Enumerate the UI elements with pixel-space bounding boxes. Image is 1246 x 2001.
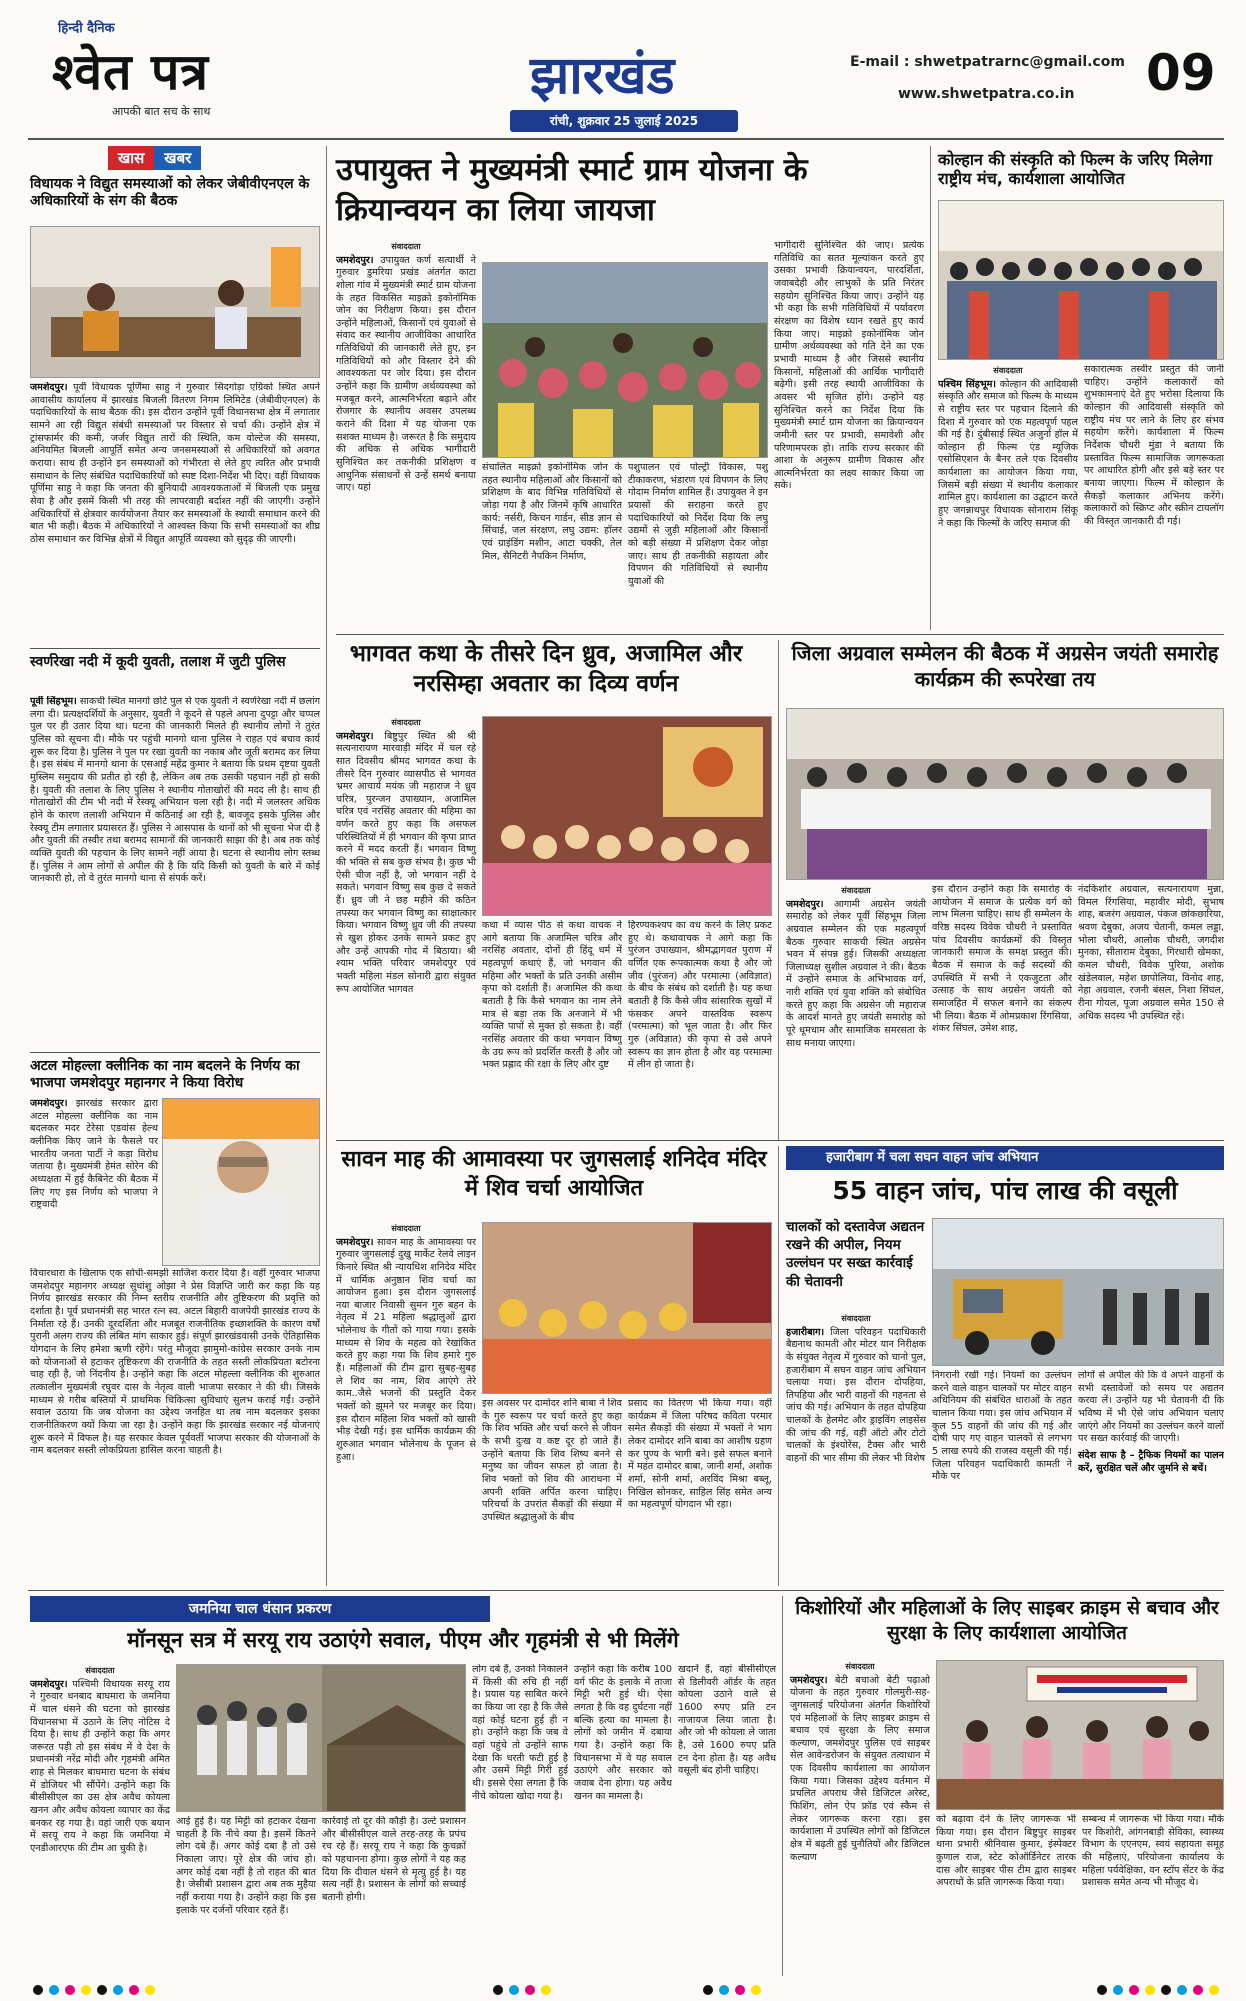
swarnrekha-lead: पूर्वी सिंहभूम। (30, 696, 77, 707)
divider (336, 1140, 1224, 1141)
gram-photo-image (483, 263, 768, 458)
agrawal-byline: संवाददाता (841, 886, 871, 895)
divider (782, 1596, 783, 1976)
bijli-text: पूर्वी विधायक पूर्णिमा साहु ने गुरुवार सिदगोड़ा एग्रिको स्थित अपने आवासीय कार्यालय में झारखंड बिजली वितरण निगम लिमिटेड (जेबीवीएनएल) के पदाधिकारियों के साथ बैठक की। इस दौरान उन्होंने पूर्वी विधानसभा क्षेत्र में लगातार सामने आ रही विद्युत संबंधी समस्याओं पर विस्तार से चर्चा की। उन्होंने क्षेत्र में ट्रांसफार्मर की कमी, जर्जर विद्युत तारों की स्थिति, कम वोल्टेज की समस्या, अनियमित बिजली आपूर्ति समेत अन्य जनसमस्याओं से अधिकारियों को अवगत कराया। साथ ही उन्होंने इन समस्याओं को गंभीरता से लेते हुए त्वरित और प्रभावी समाधान के लिए संबंधित पदाधिकारियों को स्पष्ट दिशा-निर्देश भी दिए। वहीं विधायक पूर्णिमा साहु ने कहा कि जनता की बुनियादी आवश्यकताओं में बिजली एक प्रमुख सेवा है और इसमें किसी भी तरह की लापरवाही बर्दाश्त नहीं की जाएगी। उन्होंने अधिकारियों से क्षेत्रवार कार्ययोजना तैयार कर समस्याओं के स्थायी समाधान करने की बात भी कही। बैठक में अधिकारियों ने आश्वस्त किया कि सभी समस्याओं का शीघ्र ठोस समाधान कर विभिन्न क्षेत्रों में विद्युत आपूर्ति व्यवस्था को सुदृढ़ की जाएगी। (30, 382, 320, 545)
kolhan-col2: सकारात्मक तस्वीर प्रस्तुत की जानी चाहिए। उन्होंने कलाकारों को शुभकामनाएं देते हुए भरोसा दिलाया कि कोल्हान की आदिवासी संस्कृति को राष्ट्रीय मंच पर लाने के लिए हर संभव सहयोग करेंगे। कार्यशाला में फिल्म निर्देशक चौधरी मुंडा ने बताया कि प्रस्तावित फिल्म सामाजिक जागरूकता पर आधारित होगी और इसे बड़े स्तर पर बनाया जाएगा। फिल्म में कोल्हान के सैकड़ों कलाकार अभिनय करेंगे। कलाकारों को स्क्रिप्ट और स्क्रीन टायलॉग की विस्तृत जानकारी दी गई। (1084, 364, 1224, 527)
atal-photo (162, 1098, 320, 1266)
cyber-headline: किशोरियों और महिलाओं के लिए साइबर क्राइम से बचाव और सुरक्षा के लिए कार्यशाला आयोजित (795, 1597, 1219, 1644)
jamnia-byline: संवाददाता (85, 1666, 115, 1675)
paper-name: श्वेत पत्र (52, 42, 209, 101)
bhagwat-text-1: बिष्टुपुर स्थित श्री श्री सत्यनारायण मारवाड़ी मंदिर में चल रहे सात दिवसीय श्रीमद भागवत कथा के तीसरे दिन गुरुवार व्यासपीठ से भागवत भ्रमर आचार्य मयंक जी महाराज ने ध्रुव चरित्र, पुरन्जन उपाख्यान, अजामिल चरित्र एवं नरसिंह अवतार की महिमा का वर्णन करते हुए कहा कि असफल परिस्थितियों में ही भगवान की कृपा प्राप्त करने में मदद करती हैं। भगवान विष्णु की भक्ति से सब कुछ संभव है। कुछ भी ऐसी चीज नहीं है, जो भगवान नहीं दे सकते। भगवान विष्णु सब कुछ दे सकते हैं। ध्रुव जी ने छह महीने की कठिन तपस्या कर भगवान विष्णु का साक्षात्कार किया। भगवान विष्णु ध्रुव जी की तपस्या से खुश होकर उनके सामने प्रकट हुए और उन्हें आपकी गोद में बिठाया। श्री श्याम भक्ति परिवार जमशेदपुर एवं भक्ती महिला मंडल सोनारी द्वारा संयुक्त रूप आयोजित भागवत (336, 730, 476, 995)
sawan-lead: जमशेदपुर। (336, 1236, 374, 1248)
cyber-text-1: बेटी बचाओ बेटी पढ़ाओ योजना के तहत गुरुवार गोलमुरी-सह-जुगसलाई परियोजना अंतर्गत किशोरियों एवं महिलाओं के लिए साइबर क्राइम से बचाव एवं सुरक्षा के लिए समाज कल्याण, जमशेदपुर पुलिस एवं साइबर सेल आवेन्डरोजन के संयुक्त तत्वाधान में एक दिवसीय कार्यशाला का आयोजन किया गया। जिसका उद्देश्य वर्तमान में प्रचलित अपराध जैसे डिजिटल अरेस्ट, फिशिंग, लोन ऐप फ्रॉड एवं स्कैम से लेकर जागरूक करना रहा। इस कार्यशाला में उपस्थित लोगों को डिजिटल क्षेत्र में बढ़ती हुई चुनौतियों और डिजिटल कल्याण (790, 1674, 930, 1863)
jamnia-col5: उन्होंने कहा कि करीब 100 वर्ग फीट के इलाके में ताजा मिट्टी भरी हुई थी। ऐसा लगता है कि वह दुर्घटना नहीं बल्कि हत्या का मामला है। लोगों को जमीन में दबाया गया है। उन्होंने कहा कि विधानसभा में वे यह सवाल उठाएंगे और सरकार को जवाब देना होगा। यह अवैध खनन का मामला है। (574, 1664, 672, 1802)
dateline-bar (510, 110, 738, 132)
cyber-photo (936, 1660, 1224, 1810)
divider (778, 1146, 779, 1586)
vahan-byline: संवाददाता (841, 1314, 871, 1323)
sawan-col2: इस अवसर पर दामोदर शनि बाबा ने शिव के गुरु स्वरूप पर चर्चा करते हुए कहा कि शिव भक्ति और चर्चा करने से जीवन के सभी दुःख व कष्ट दूर हो जाते हैं। उन्होंने बताया कि शिव शिष्य बनने से मनुष्य का जीवन सफल हो जाता है। शिव भक्तों को शिव की आराधना में अपनी शक्ति अर्पित करना चाहिए। परिचर्चा के उपरांत सैकड़ों की संख्या में उपस्थित श्रद्धालुओं के बीच (482, 1398, 622, 1523)
kolhan-lead: पश्चिम सिंहभूम। (938, 378, 996, 390)
divider (30, 648, 320, 649)
bhagwat-col2: कथा में व्यास पीठ से कथा वाचक ने आगे बताया कि अजामिल चरित्र और नरसिंह अवतार, दोनों ही हिंदू धर्म में महत्वपूर्ण कथाएं हैं, जो भगवान की महिमा और भक्तों के प्रति उनकी असीम कृपा को दर्शाती हैं। अजामिल की कथा बताती है कि कैसे भगवान का नाम लेने मात्र से बड़ा तक कि अनजाने में भी व्यक्ति पापों से मुक्त हो सकता है। वहीं नरसिंह अवतार की कथा भगवान विष्णु के उग्र रूप को प्रदर्शित करती है और जो भक्त प्रह्लाद की रक्षा के लिए और दुष्ट (482, 920, 622, 1071)
sawan-photo (482, 1222, 772, 1394)
cyber-photo-image (937, 1661, 1224, 1810)
divider (28, 1590, 1224, 1591)
divider (336, 634, 1224, 635)
kolhan-byline: संवाददाता (993, 366, 1023, 375)
jamnia-text-1: पश्चिमी विधायक सरयू राय ने गुरुवार धनबाद बाघमारा के जमनिया में चाल धंसने की घटना को झारखंड विधानसभा में उठाने के लिए नोटिस दे दिया है। साथ ही उन्होंने कहा कि अगर जरूरत पड़ी तो इस संबंध में वे देश के प्रधानमंत्री नरेंद्र मोदी और गृहमंत्री अमित शाह से मिलकर बाघमारा घटना के संबंध में डोजियर भी सौंपेंगे। उन्होंने कहा कि बीसीसीएल का उस क्षेत्र अवैध कोयला खनन और अवैध कोयला व्यापार का केंद्र बनकर रह गया है। वहां जारी एक बयान में सरयू राय ने कहा कि जमनिया में एनडीआरएफ की टीम आ चुकी है। (30, 1678, 170, 1855)
bhagwat-byline: संवाददाता (391, 718, 421, 727)
swarnrekha-text: साकची स्थित मानगो छोटे पुल से एक युवती ने स्वर्णरेखा नदी में छलांग लगा दी। प्रत्यक्षदर्शियों के अनुसार, युवती ने कूदने से पहले अपना दुपट्टा और चप्पल पुल पर ही उतार दिया था। घटना की जानकारी मिलते ही स्थानीय लोगों ने तुरंत पुलिस को सूचना दी। मौके पर पहुंची मानगो थाना पुलिस ने राहत एवं बचाव कार्य शुरू कर दिया है। पुलिस ने पुल पर रखा युवती का नकाब और जूती बरामद कर लिया है। इस संबंध में मानगो थाना के एसआई महेंद्र कुमार ने बताया कि प्रथम दृष्टया युवती मुस्लिम समुदाय की प्रतीत हो रही है, लेकिन अब तक उसकी पहचान नहीं हो सकी है। युवती की तलाश के लिए पुलिस ने स्थानीय गोताखोरों की मदद ली है। साथ ही गोताखोरों की टीम भी नदी में रेस्क्यू अभियान चला रही है। नदी में जलस्तर अधिक होने के कारण तलाशी अभियान में कठिनाई आ रही है, बावजूद इसके पुलिस और रेस्क्यू टीम लगातार प्रयासरत हैं। पुलिस ने आसपास के थानों को भी सूचना भेज दी है और युवती की तस्वीर तथा बरामद सामानों की जानकारी साझा की है। अब तक कोई व्यक्ति युवती की पहचान के लिए सामने नहीं आया है। घटना से स्थानीय लोग स्तब्ध हैं। पुलिस ने आम लोगों से अपील की है कि यदि किसी को युवती के बारे में कोई जानकारी हो, तो वे तुरंत मानगो थाना से संपर्क करें। (30, 696, 320, 885)
vahan-col2: निगरानी रखी गई। नियमों का उल्लंघन करने वाले वाहन चालकों पर मोटर वाहन अधिनियम की संबंधित धाराओं के तहत चालान किया गया। इस जांच अभियान में कुल 55 वाहनों की जांच की गई और दोषी पाए गए वाहन चालकों से लगभग 5 लाख रुपये की राजस्व वसूली की गई। जिला परिवहन पदाधिकारी कामती ने मौके पर (932, 1370, 1072, 1483)
bhagwat-headline: भागवत कथा के तीसरे दिन ध्रुव, अजामिल और नरसिम्हा अवतार का दिव्य वर्णन (349, 641, 743, 697)
vahan-lead: हजारीबाग। (786, 1326, 825, 1338)
dateline: रांची, शुक्रवार 25 जुलाई 2025 (549, 114, 699, 128)
agrawal-photo-image (787, 709, 1224, 880)
atal-body: विचारधारा के खिलाफ एक सोची-समझी साजिश करार दिया है। वहीं गुरुवार भाजपा जमशेदपुर महानगर अध्यक्ष सुधांशु ओझा ने प्रेस विज्ञप्ति जारी कर कहा कि यह निर्णय झारखंड सरकार की निम्न स्तरीय राजनीति और तुष्टिकरण की प्रवृत्ति को दर्शाता है। पूर्व प्रधानमंत्री सह भारत रत्न स्व. अटल बिहारी वाजपेयी झारखंड राज्य के निर्माता रहे हैं। उनकी दूरदर्शिता और मजबूत राजनीतिक इच्छाशक्ति के कारण वर्षों पुरानी अलग राज्य की लंबित मांग साकार हुई। संपूर्ण झारखंडवासी उनके ऐतिहासिक योगदान के लिए हमेशा ऋणी रहेंगे। परंतु मौजूदा झामुमो-कांग्रेस सरकार उनके नाम को योजनाओं से हटाकर तुष्टिकरण की राजनीति के तहत सस्ती लोकप्रियता बटोरना चाह रही है, जो निंदनीय है। उन्होंने कहा कि अटल मोहल्ला क्लीनिक की शुरुआत तत्कालीन मुख्यमंत्री रघुवर दास के नेतृत्व वाली भाजपा सरकार ने की थी। जिसके माध्यम से गरीब बस्तियों में प्राथमिक चिकित्सा सुविधाएं सुलभ कराई गईं। उन्होंने सवाल उठाया कि जब योजना का उद्देश्य जनहित था तब नाम बदलकर इसका राजनीतिकरण क्यों किया जा रहा है। उन्होंने कहा कि झारखंड सरकार नई योजनाएं शुरू करने में विफल है। यह सरकार केवल पूर्ववर्ती भाजपा सरकार की योजनाओं के नाम बदलकर सस्ती लोकप्रियता हासिल करना चाहती है। (30, 1268, 320, 1457)
bhagwat-lead: जमशेदपुर। (336, 730, 374, 742)
jamnia-col4: लोग दबे हैं, उनको निकालने में किसी की रुचि ही नहीं है। प्रयास यह साबित करने का किया जा रहा है कि जैसे वहां कोई घटना हुई ही न हो। उन्होंने कहा कि जब वे वहां पहुंचे तो उन्होंने साफ देखा कि धरती फटी हुई है और उसमें मिट्टी गिरी हुई थी। इससे ऐसा लगता है कि नीचे कोयला खोदा गया है। (472, 1664, 568, 1802)
jamnia-col3: कार्रवाई तो दूर की कौड़ी है। उल्टे प्रशासन और बीसीसीएल वाले तरह-तरह के प्रपंच रच रहे हैं। सरयू राय ने कहा कि कुचक्रों को पहचानना होगा। कुछ लोगों ने यह कह दिया कि दीवाल धंसने से मृत्यु हुई है। यह सत्य नहीं है। प्रशासन के लोगों को सच्चाई बतानी होगी। (322, 1816, 466, 1903)
gram-col2: संचालित माइक्रो इकोनॉमिक जोन के तहत स्थानीय महिलाओं और किसानों को प्रशिक्षण के बाद विभिन्न गतिविधियों से जोड़ा गया है और जिनमें कृषि आधारित कार्य: नर्सरी, किचन गार्डन, सीड ज्ञान से सिंचाई, जल संरक्षण, लघु उद्यम: हॉलर एवं ग्राइंडिंग मशीन, आटा चक्की, तेल मिल, सैनिटरी नैपकिन निर्माण, (482, 462, 622, 562)
kolhan-text-1: कोल्हान की आदिवासी संस्कृति और समाज को फिल्म के माध्यम से राष्ट्रीय स्तर पर पहचान दिलाने की दिशा में गुरुवार को एक महत्वपूर्ण पहल की गई है। दुंबीसाई स्थित अजुर्ना हॉल में कोल्हान ही फिल्म एंड म्यूजिक एसोसिएशन के बैनर तले एक दिवसीय कार्यशाला का आयोजन किया गया, जिसमें बड़ी संख्या में स्थानीय कलाकार शामिल हुए। कार्यशाला का उद्घाटन करते हुए जगन्नाथपुर विधायक सोनाराम सिंकू ने कहा कि फिल्मों के जरिए समाज की (938, 378, 1078, 529)
agrawal-lead: जमशेदपुर। (786, 898, 824, 910)
jamnia-kicker: जमनिया चाल धंसान प्रकरण (188, 1601, 332, 1617)
bijli-lead: जमशेदपुर। (30, 382, 68, 393)
vahan-kicker: हजारीबाग में चला सघन वाहन जांच अभियान (826, 1150, 1039, 1165)
gram-col3: पशुपालन एवं पोल्ट्री विकास, पशु टीकाकरण, भंडारण एवं विपणन के लिए गोदाम निर्माण शामिल हैं। उपायुक्त ने इन प्रयासों की सराहना करते हुए पदाधिकारियों को निर्देश दिया कि लघु उद्यमों से जुड़ी महिलाओं और किसानों को बड़ी संख्या में प्रशिक्षण देकर जोड़ा जाए। साथ ही तकनीकी सहायता और विपणन की गतिविधियों से स्थानीय युवाओं की (628, 462, 768, 587)
bhagwat-photo (482, 716, 772, 916)
paper-tag: हिन्दी दैनिक (58, 21, 115, 36)
bijli-photo-image (31, 227, 320, 378)
gram-byline: संवाददाता (391, 242, 421, 251)
sawan-headline: सावन माह की आमावस्या पर जुगसलाई शनिदेव मंदिर में शिव चर्चा आयोजित (341, 1147, 767, 1201)
color-registration-strip (28, 1982, 1224, 1996)
khas-tag-part2: खबर (154, 146, 201, 170)
jamnia-headline: मॉनसून सत्र में सरयू राय उठाएंगे सवाल, पीएम और गृहमंत्री से भी मिलेंगे (127, 1628, 679, 1652)
atal-text-top: झारखंड सरकार द्वारा अटल मोहल्ला क्लीनिक का नाम बदलकर मदर टेरेसा एडवांस हेल्थ क्लीनिक किए जाने के फैसले पर भारतीय जनता पार्टी ने कड़ा विरोध जताया है। मुख्यमंत्री हेमंत सोरेन की अध्यक्षता में हुई कैबिनेट की बैठक में लिए गए इस निर्णय को भाजपा ने राष्ट्रवादी (30, 1098, 158, 1211)
bijli-photo (30, 226, 320, 378)
jamnia-col2: आई हुई है। यह मिट्टी को हटाकर देखना चाहती है कि नीचे क्या है। इसमें कितने लोग दबे हैं। अगर कोई दबा है तो उसे निकाला जाए। पूरे क्षेत्र की जांच हो। अगर कोई दबा नहीं है तो राहत की बात है। जेसीबी प्रशासन द्वारा अब तक मुहैया नहीं कराया गया है। उन्होंने कहा कि इस इलाके पर दर्जनों परिवार रहते हैं। (176, 1816, 316, 1916)
khas-tag-part1: खास (108, 146, 154, 170)
atal-body-top (30, 1098, 158, 1262)
cyber-lead: जमशेदपुर। (790, 1674, 828, 1686)
vahan-text-3: लोगों से अपील की कि वे अपने वाहनों के सभी दस्तावेजों को समय पर अद्यतन करवा लें। उन्होंने यह भी चेतावनी दी कि भविष्य में भी ऐसे जांच अभियान चलाए जाएंगे और नियमों का उल्लंघन करने वालों पर सख्त कार्रवाई की जाएगी। (1078, 1370, 1224, 1445)
gram-col1 (336, 240, 476, 628)
jamnia-kicker-bar (30, 1596, 490, 1622)
agrawal-col3: नंदकिशोर अग्रवाल, सत्यनारायण मुन्ना, विमल रिंगसिया, महावीर मोदी, सुभाष शाह, बजरंग अग्रवाल, पंकज छांकछारिया, श्रवण देबुका, अजय चेतानी, कमल लड्डा, भोला चौधरी, आलोक चौधरी, जगदीश मुनका, सीताराम देबुका, गिरधारी खेमका, कमल चौधरी, विवेक पुरिया, अशोक खंडेलवाल, महेश छापोलिया, विनोद शाह, नेहा अग्रवाल, रजनी बंसल, निशा सिंघल, रीना गोयल, पूजा अग्रवाल समेत 150 से अधिक सदस्य भी उपस्थित रहे। (1078, 884, 1224, 1022)
vahan-quote: संदेश साफ है – ट्रैफिक नियमों का पालन करें, सुरक्षित चलें और जुर्माने से बचें। (1078, 1449, 1224, 1474)
sawan-col3: प्रसाद का वितरण भी किया गया। वहीं कार्यक्रम में जिला परिषद कविता परमार समेत सैकड़ों की संख्या में भक्तों ने भाग लेकर दामोदर शनि बाबा का आशीष ग्रहण कर पुण्य के भागी बने। इसे सफल बनाने में महंत दामोदर बाबा, जानी शर्मा, अशोक शर्मा, सोनी शर्मा, अरविंद मिश्रा बब्लू, निखिल सोनकर, साहिल सिंह समेत अन्य का महत्वपूर्ण योगदान भी रहा। (628, 1398, 772, 1511)
atal-headline: अटल मोहल्ला क्लीनिक का नाम बदलने के निर्णय का भाजपा जमशेदपुर महानगर ने किया विरोध (30, 1058, 300, 1091)
agrawal-headline: जिला अग्रवाल सम्मेलन की बैठक में अग्रसेन जयंती समारोह कार्यक्रम की रूपरेखा तय (791, 641, 1219, 691)
masthead (0, 0, 1246, 140)
gram-text-1: उपायुक्त कर्ण सत्यार्थी ने गुरुवार डुमरिया प्रखंड अंतर्गत काटा शोला गांव में मुख्यमंत्री स्मार्ट ग्राम योजना के तहत विकसित माइक्रो इकोनॉमिक जोन का निरीक्षण किया। इस दौरान उन्होंने महिलाओं, किसानों एवं युवाओं से संवाद कर स्थानीय आजीविका आधारित गतिविधियों की जानकारी लेते हुए, इन गतिविधियों को और विस्तार देने की आवश्यकता पर जोर दिया। इस दौरान उन्होंने कहा कि ग्रामीण अर्थव्यवस्था को मजबूत करने, आत्मनिर्भरता बढ़ाने और रोजगार के स्थानीय अवसर उपलब्ध कराने की दिशा में यह योजना एक सशक्त माध्यम है। जरूरत है कि समुदाय की अधिक से अधिक भागीदारी सुनिश्चित कर तकनीकी प्रशिक्षण व आधुनिक संसाधनों से उन्हें समर्थ बनाया जाए। यहां (336, 254, 476, 494)
bhagwat-col3: हिरण्यकश्यप का वध करने के लिए प्रकट हुए थे। कथावाचक ने आगे कहा कि पुरंजन उपाख्यान, श्रीमद्भागवत पुराण में वर्णित एक रूपकात्मक कथा है और जो जीव (पुरंजन) और परमात्मा (अविज्ञात) के बीच के संबंध को दर्शाती है। यह कथा बताती है कि कैसे जीव सांसारिक सुखों में फंसकर अपने वास्तविक स्वरूप (परमात्मा) को भूल जाता है। और फिर गुरु (अविज्ञात) की कृपा से उसे अपने स्वरूप का ज्ञान होता है और वह परमात्मा में लीन हो जाता है। (628, 920, 772, 1071)
agrawal-col2: इस दौरान उन्होंने कहा कि समारोह के आयोजन में समाज के प्रत्येक वर्ग को लाभ मिलना चाहिए। साथ ही सम्मेलन के वरिष्ठ सदस्य विवेक चौधरी ने प्रस्तावित पांच दिवसीय कार्यक्रमों की विस्तृत जानकारी समाज के समक्ष प्रस्तुत की। बैठक में समाज के कई सदस्यों की उपस्थिति में सभी ने एकजुटता और उत्साह के साथ अग्रसेन जयंती को समाजहित में सफल बनाने का संकल्प भी लिया। बैठक में ओमप्रकाश रिंगसिया, शंकर सिंघल, उमेश शाह, (932, 884, 1072, 1035)
vahan-col3 (1078, 1370, 1224, 1586)
vahan-kicker-bar (786, 1146, 1224, 1170)
agrawal-photo (786, 708, 1224, 880)
sawan-photo-image (483, 1223, 772, 1394)
registration-marks (28, 1983, 1224, 1997)
bhagwat-col1 (336, 716, 476, 1136)
agrawal-col1 (786, 884, 926, 1136)
cyber-byline: संवाददाता (845, 1662, 875, 1671)
gram-headline: उपायुक्त ने मुख्यमंत्री स्मार्ट ग्राम योजना के क्रियान्वयन का लिया जायजा (336, 152, 808, 229)
vahan-headline: 55 वाहन जांच, पांच लाख की वसूली (832, 1176, 1178, 1205)
jamnia-lead: जमशेदपुर। (30, 1678, 68, 1690)
kolhan-headline: कोल्हान की संस्कृति को फिल्म के जरिए मिलेगा राष्ट्रीय मंच, कार्यशाला आयोजित (938, 150, 1213, 189)
cyber-col1 (790, 1660, 930, 1976)
page-number: 09 (1146, 44, 1216, 102)
bijli-body (30, 382, 320, 644)
gram-lead: जमशेदपुर। (336, 254, 374, 266)
section-title: झारखंड (530, 45, 675, 106)
vahan-photo (932, 1218, 1224, 1366)
vahan-col1 (786, 1312, 926, 1586)
website: www.shwetpatra.co.in (898, 86, 1075, 102)
cyber-col2: को बढ़ावा देने के लिए जागरूक भी किया गया। इस दौरान बिष्टुपुर साइबर थाना प्रभारी श्रीनिवास कुमार, इंस्पेक्टर कुणाल राज, स्टेट कोऑर्डिनेटर तारक दास और साइबर पीस टीम द्वारा साइबर अपराधों के प्रति जागरूक किया गया। (936, 1814, 1076, 1889)
paper-tagline: आपकी बात सच के साथ (112, 105, 211, 118)
cyber-col3: सम्बन्ध में जागरूक भी किया गया। मौके पर किशोरी, आंगनबाड़ी सेविका, स्वास्थ्य विभाग के एएनएम, स्वयं सहायता समूह की महिलाएं, परियोजना कार्यालय के महिला पर्यवेक्षिका, वन स्टॉप सेंटर के केंद्र प्रशासक समेत अन्य भी मौजूद थे। (1082, 1814, 1224, 1889)
divider (930, 146, 931, 630)
divider (326, 146, 327, 1586)
kolhan-col1 (938, 364, 1078, 628)
bhagwat-photo-image (483, 717, 772, 916)
agrawal-text-1: आगामी अग्रसेन जयंती समारोह को लेकर पूर्वी सिंहभूम जिला अग्रवाल सम्मेलन की एक महत्वपूर्ण बैठक गुरुवार साकची स्थित अग्रसेन भवन में संपन्न हुई। जिसकी अध्यक्षता जिलाध्यक्ष सुशील अग्रवाल ने की। बैठक में उन्होंने समाज के अभिभावक वर्ग, नारी शक्ति एवं युवा शक्ति को संबोधित करते हुए कहा कि अग्रसेन जी महाराज के आदर्श मानते हुए जयंती समारोह को पूरे धूमधाम और सामाजिक समरसता के साथ मनाया जाएगा। (786, 898, 926, 1049)
gram-photo (482, 262, 768, 458)
atal-photo-image (163, 1099, 320, 1266)
divider (778, 640, 779, 1140)
swarnrekha-body (30, 696, 320, 1048)
divider (30, 1052, 320, 1053)
email: E-mail : shwetpatrarnc@gmail.com (850, 54, 1125, 70)
jamnia-col6: खदानें हैं, वहां बीसीसीएल से डिलीवरी ऑर्डर के तहत कोयला उठाने वाले से 1600 रुपए प्रति टन नाजायज लिया जाता है। और जो भी कोयला ले जाता है, उसे 1600 रुपए प्रति टन देना होता है। यह अवैध वसूली बंद होनी चाहिए। (678, 1664, 776, 1777)
swarnrekha-headline: स्वर्णरेखा नदी में कूदी युवती, तलाश में जुटी पुलिस (30, 654, 286, 670)
gram-col4: भागीदारी सुनिश्चित की जाए। प्रत्येक गतिविधि का सतत मूल्यांकन करते हुए उसका प्रभावी क्रियान्वयन, पारदर्शिता, जवाबदेही और लाभुकों के प्रति निरंतर सहयोग सुनिश्चित किया जाए। उन्होंने यह भी कहा कि सभी गतिविधियों में पर्यावरण संरक्षण का विशेष ध्यान रखते हुए कार्य किया जाए। माइक्रो इकोनॉमिक जोन ग्रामीण अर्थव्यवस्था को गति देने का एक प्रभावी माध्यम है और जिससे स्थानीय किसानों, महिलाओं की आर्थिक भागीदारी बढ़ेगी। इसी तरह स्थायी आजीविका के अवसर भी सृजित होंगे। उन्होंने यह सुनिश्चित करने का निर्देश दिया कि मुख्यमंत्री स्मार्ट ग्राम योजना का क्रियान्वयन जमीनी स्तर पर प्रभावी, समावेशी और परिणामपरक हो। ताकि राज्य सरकार की आशा के अनुरूप ग्रामीण विकास और आत्मनिर्भरता का लक्ष्य साकार किया जा सके। (774, 240, 924, 492)
jamnia-col1 (30, 1664, 170, 1976)
jamnia-photo (176, 1664, 466, 1812)
vahan-subhead: चालकों को दस्तावेज अद्यतन रखने की अपील, नियम उल्लंघन पर सख्त कार्रवाई की चेतावनी (786, 1219, 925, 1290)
kolhan-photo-image (939, 201, 1224, 360)
sawan-byline: संवाददाता (391, 1224, 421, 1233)
sawan-text-1: सावन माह के आमावस्या पर गुरुवार जुगसलाई दुखु मार्केट रेलवे लाइन किनारे स्थित श्री न्यायधिश शनिदेव मंदिर में धार्मिक अनुष्ठान शिव चर्चा का आयोजन हुआ। इस दौरान जुगसलाई नया बाजार निवासी सुमन गुरु बहन के नेतृत्व में 21 महिला श्रद्धालुओं द्वारा भोलेनाथ के गीतों को गाया गया। इसके माध्यम से शिव के महत्व को रेखांकित करते हुए कहा गया कि शिव हमारे गुरु हैं। महिलाओं की टीम द्वारा सुबह-सुबह ले शिव का नाम, शिव आएंगे तेरे काम..जैसे भजनों की प्रस्तुति देकर भक्तों को झूमने पर मजबूर कर दिया। इस दौरान महिला शिव भक्तों को खासी भीड़ देखी गई। इस धार्मिक कार्यक्रम की शुरुआत भगवान भोलेनाथ के पूजन से हुआ। (336, 1236, 476, 1463)
kolhan-photo (938, 200, 1224, 360)
vahan-photo-image (933, 1219, 1224, 1366)
jamnia-photo-image (177, 1665, 466, 1812)
bijli-headline: विधायक ने विद्युत समस्याओं को लेकर जेबीवीएनएल के अधिकारियों के संग की बैठक (30, 176, 310, 209)
vahan-text-1: जिला परिवहन पदाधिकारी बैद्यनाथ कामती और मोटर यान निरीक्षक के संयुक्त नेतृत्व में गुरुवार को चानो पुल, हजारीबाग में सघन वाहन जांच अभियान चलाया गया। इस दौरान दोपहिया, तिपहिया और भारी वाहनों की गहनता से जांच की गई। अभियान के तहत दोपहिया चालकों के हेलमेट और ड्राइविंग लाइसेंस की जांच की गई, वहीं ऑटो और टोटो चालकों के इंश्योरेंस, टैक्स और भारी वाहनों की भार सीमा की लेकर भी विशेष (786, 1326, 926, 1465)
masthead-rule (28, 138, 1224, 140)
khas-khabar-tag (108, 146, 201, 170)
atal-lead: जमशेदपुर। (30, 1098, 68, 1109)
sawan-col1 (336, 1222, 476, 1586)
